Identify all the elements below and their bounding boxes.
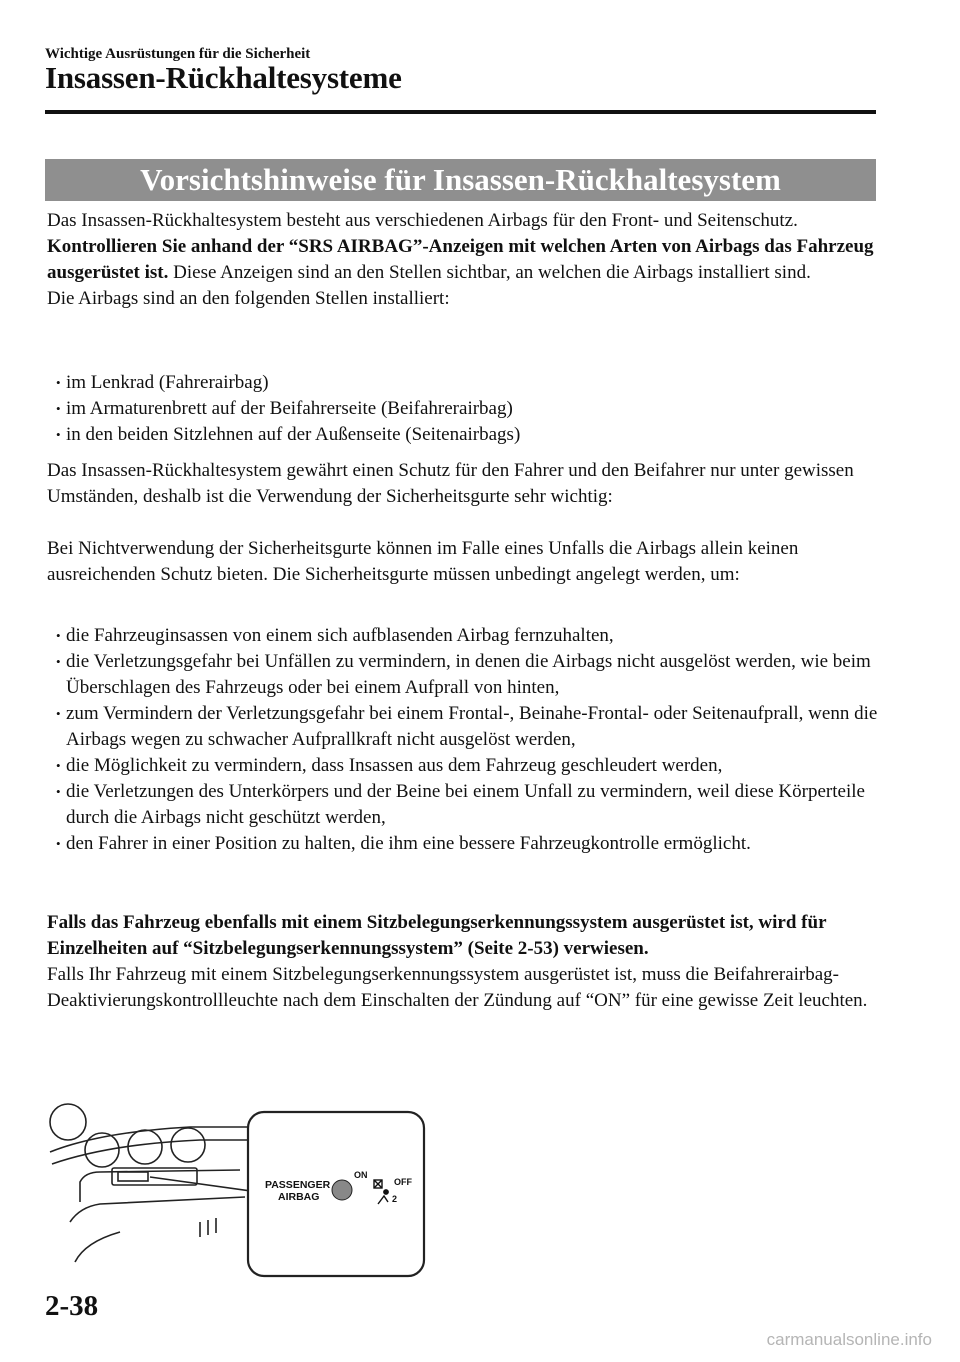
intro-line-2: Die Airbags sind an den folgenden Stellen installiert: [47, 288, 450, 309]
airbag-label: AIRBAG [278, 1191, 320, 1203]
paragraph-text: Bei Nichtverwendung der Sicherheitsgurte können im Falle eines Unfalls die Airbags allein keinen ausreichenden Schutz bieten. Die Sicherheitsgurte müssen unbedingt angelegt werden, um: [47, 538, 799, 585]
paragraph-occupant-detection [47, 910, 882, 1014]
list-item: • zum Vermindern der Verletzungsgefahr bei einem Frontal-, Beinahe-Frontal- oder Seitenaufprall, wenn die Airbags wegen zu schwacher Aufprallkraft nicht ausgelöst werden, [47, 701, 882, 753]
section-title: Vorsichtshinweise für Insassen-Rückhaltesystem [45, 159, 876, 201]
list-item: • die Verletzungsgefahr bei Unfällen zu vermindern, in denen die Airbags nicht ausgelöst werden, wie beim Überschlagen des Fahrzeugs oder bei einem Aufprall von hinten, [47, 649, 882, 701]
indicator-lamp-icon [332, 1180, 352, 1200]
airbag-location-list [47, 370, 882, 448]
intro-paragraph [47, 208, 882, 312]
paragraph-text: Das Insassen-Rückhaltesystem gewährt einen Schutz für den Fahrer und den Beifahrer nur unter gewissen Umständen, deshalb ist die Verwendung der Sicherheitsgurte sehr wichtig: [47, 460, 854, 507]
occupant-detection-text: Falls Ihr Fahrzeug mit einem Sitzbelegungserkennungssystem ausgerüstet ist, muss die Beifahrerairbag-Deaktivierungskontrollleuchte nach dem Einschalten der Zündung auf “ON” für eine gewisse Zeit leuchten. [47, 964, 868, 1011]
passenger-label: PASSENGER [265, 1179, 331, 1191]
off-label: OFF [394, 1177, 412, 1187]
list-item: • die Möglichkeit zu vermindern, dass Insassen aus dem Fahrzeug geschleudert werden, [47, 753, 882, 779]
indicator-number-label: 2 [392, 1194, 398, 1204]
list-item: • die Fahrzeuginsassen von einem sich aufblasenden Airbag fernzuhalten, [47, 623, 882, 649]
passenger-airbag-indicator-figure [40, 1092, 430, 1282]
intro-text-1: Das Insassen-Rückhaltesystem besteht aus verschiedenen Airbags für den Front- und Seitenschutz. [47, 210, 798, 231]
list-item: • im Armaturenbrett auf der Beifahrerseite (Beifahrerairbag) [47, 396, 882, 422]
page-title: Insassen-Rückhaltesysteme [45, 60, 402, 95]
chapter-title: Wichtige Ausrüstungen für die Sicherheit [45, 46, 311, 62]
list-item: • im Lenkrad (Fahrerairbag) [47, 370, 882, 396]
intro-text-2: Diese Anzeigen sind an den Stellen sichtbar, an welchen die Airbags installiert sind. [168, 262, 811, 283]
page-number: 2-38 [45, 1290, 99, 1322]
watermark: carmanualsonline.info [766, 1330, 932, 1349]
header-divider [45, 110, 876, 114]
paragraph-protection [47, 458, 882, 510]
on-label: ON [354, 1170, 368, 1180]
occupant-detection-bold: Falls das Fahrzeug ebenfalls mit einem Sitzbelegungserkennungssystem ausgerüstet ist, wird für Einzelheiten auf “Sitzbelegungserkennungssystem” (Seite 2-53) verwiesen. [47, 912, 827, 959]
list-item: • den Fahrer in einer Position zu halten, die ihm eine bessere Fahrzeugkontrolle ermöglicht. [47, 831, 882, 857]
seatbelt-reason-list [47, 623, 882, 857]
intro-bold-text: Kontrollieren Sie anhand der “SRS AIRBAG”-Anzeigen mit welchen Arten von Airbags das Fahrzeug ausgerüstet ist. [47, 236, 874, 283]
paragraph-seatbelts [47, 536, 882, 588]
list-item: • in den beiden Sitzlehnen auf der Außenseite (Seitenairbags) [47, 422, 882, 448]
list-item: • die Verletzungen des Unterkörpers und der Beine bei einem Unfall zu vermindern, weil diese Körperteile durch die Airbags nicht geschützt werden, [47, 779, 882, 831]
